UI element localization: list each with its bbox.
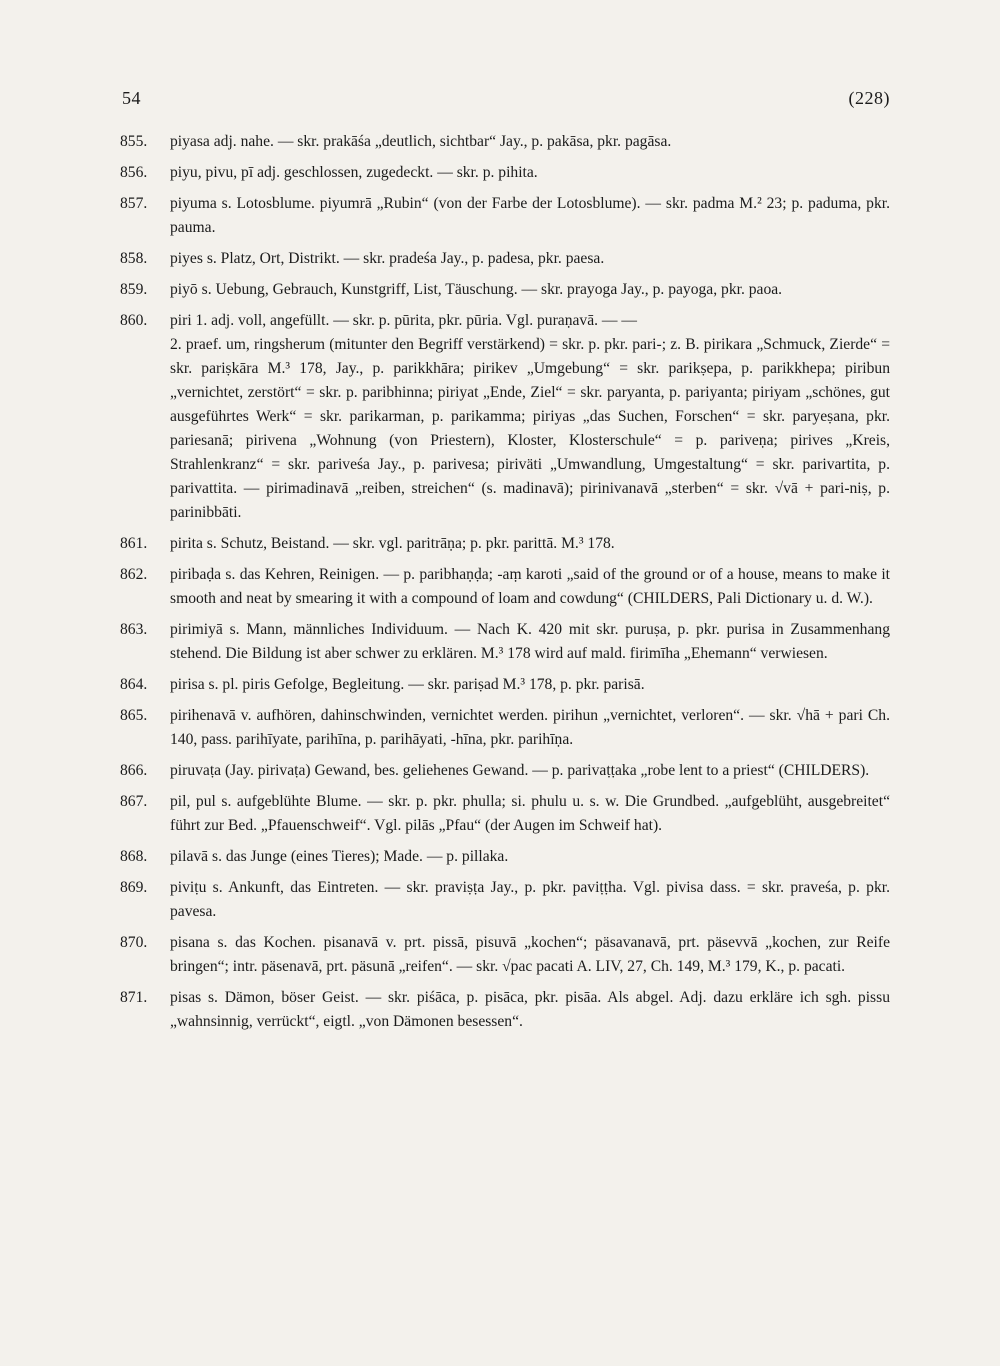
entry-paragraph: pirita s. Schutz, Beistand. — skr. vgl. paritrāṇa; p. pkr. parittā. M.³ 178. [170, 535, 615, 552]
dictionary-entry [120, 247, 890, 271]
entry-number: 860. [120, 312, 148, 329]
dictionary-entry [120, 876, 890, 924]
page-header [122, 88, 890, 109]
entry-number: 866. [120, 762, 148, 779]
entry-paragraph: pirihenavā v. aufhören, dahinschwinden, vernichtet werden. pirihun „vernichtet, verloren“. — skr. √hā + pari Ch. 140, pass. parihīyate, parihīna, p. parihāyati, -hīna, pkr. parihīṇa. [170, 707, 890, 748]
entry-paragraph: piyuma s. Lotosblume. piyumrā „Rubin“ (von der Farbe der Lotosblume). — skr. padma M.² 23; p. paduma, pkr. pauma. [170, 195, 890, 236]
entry-number: 862. [120, 566, 148, 583]
dictionary-entry [120, 278, 890, 302]
entry-paragraph: piyasa adj. nahe. — skr. prakāśa „deutlich, sichtbar“ Jay., p. pakāsa, pkr. pagāsa. [170, 133, 672, 150]
entry-number: 871. [120, 989, 148, 1006]
dictionary-entry [120, 563, 890, 611]
dictionary-entries [120, 130, 890, 1041]
entry-text [170, 532, 890, 556]
entry-paragraph: pilavā s. das Junge (eines Tieres); Made. — p. pillaka. [170, 848, 509, 865]
entry-text [170, 986, 890, 1034]
dictionary-entry [120, 309, 890, 525]
entry-number: 863. [120, 621, 148, 638]
entry-text [170, 618, 890, 666]
dictionary-entry [120, 532, 890, 556]
entry-number: 859. [120, 281, 148, 298]
dictionary-entry [120, 986, 890, 1034]
entry-text [170, 673, 890, 697]
entry-number: 865. [120, 707, 148, 724]
entry-text [170, 309, 890, 525]
entry-text [170, 876, 890, 924]
entry-number: 855. [120, 133, 148, 150]
entry-number: 868. [120, 848, 148, 865]
entry-text [170, 931, 890, 979]
entry-text [170, 759, 890, 783]
entry-number: 857. [120, 195, 148, 212]
entry-number: 861. [120, 535, 148, 552]
section-number: (228) [848, 88, 890, 108]
dictionary-entry [120, 704, 890, 752]
entry-text [170, 563, 890, 611]
dictionary-entry [120, 192, 890, 240]
entry-paragraph: pirisa s. pl. piris Gefolge, Begleitung. — skr. pariṣad M.³ 178, p. pkr. parisā. [170, 676, 645, 693]
entry-number: 870. [120, 934, 148, 951]
dictionary-entry [120, 161, 890, 185]
entry-paragraph: piyes s. Platz, Ort, Distrikt. — skr. pradeśa Jay., p. padesa, pkr. paesa. [170, 250, 605, 267]
entry-paragraph: piri 1. adj. voll, angefüllt. — skr. p. pūrita, pkr. pūria. Vgl. puraṇavā. — — [170, 312, 638, 329]
entry-text [170, 278, 890, 302]
entry-number: 864. [120, 676, 148, 693]
entry-text [170, 192, 890, 240]
entry-paragraph: pisana s. das Kochen. pisanavā v. prt. pissā, pisuvā „kochen“; päsavanavā, prt. päsevvā „kochen, zur Reife bringen“; intr. päsenavā, prt. päsunā „reifen“. — skr. √pac pacati A. LIV, 27, Ch. 149, M.³ 179, K., p. pacati. [170, 934, 890, 975]
entry-text [170, 790, 890, 838]
dictionary-entry [120, 673, 890, 697]
entry-text [170, 130, 890, 154]
entry-paragraph: piribaḍa s. das Kehren, Reinigen. — p. paribhaṇḍa; -aṃ karoti „said of the ground or of a house, means to make it smooth and neat by smearing it with a compound of loam and cowdung“ (CHILDERS, Pali Dictionary u. d. W.). [170, 566, 890, 607]
entry-paragraph: piyō s. Uebung, Gebrauch, Kunstgriff, List, Täuschung. — skr. prayoga Jay., p. payoga, pkr. paoa. [170, 281, 783, 298]
entry-paragraph: piruvaṭa (Jay. pirivaṭa) Gewand, bes. geliehenes Gewand. — p. parivaṭṭaka „robe lent to a priest“ (CHILDERS). [170, 762, 870, 779]
entry-number: 867. [120, 793, 148, 810]
dictionary-entry [120, 845, 890, 869]
entry-number: 856. [120, 164, 148, 181]
entry-paragraph: piyu, pivu, pī adj. geschlossen, zugedeckt. — skr. p. pihita. [170, 164, 538, 181]
page-number: 54 [122, 88, 141, 108]
dictionary-entry [120, 618, 890, 666]
entry-paragraph: pirimiyā s. Mann, männliches Individuum. — Nach K. 420 mit skr. puruṣa, p. pkr. purisa in Zusammenhang stehend. Die Bildung ist aber schwer zu erklären. M.³ 178 wird auf mald. firimīha „Ehemann“ verwiesen. [170, 621, 890, 662]
dictionary-entry [120, 130, 890, 154]
entry-paragraph: 2. praef. um, ringsherum (mitunter den Begriff verstärkend) = skr. p. pkr. pari-; z. B. pirikara „Schmuck, Zierde“ = skr. pariṣkāra M.³ 178, Jay., p. parikkhāra; pirikev „Umgebung“ = skr. parikṣepa, p. parikkhepa; piribun „vernichtet, zerstört“ = skr. p. paribhinna; piriyat „Ende, Ziel“ = skr. paryanta, p. pariyanta; piriyam „schönes, gut ausgeführtes Werk“ = skr. parikarman, p. parikamma; piriyas „das Suchen, Forschen“ = skr. paryeṣana, pkr. pariesanā; pirivena „Wohnung (von Priestern), Kloster, Klosterschule“ = p. pariveṇa; pirives „Kreis, Strahlenkranz“ = skr. pariveśa Jay., p. parivesa; piriväti „Umwandlung, Umgestaltung“ = skr. parivartita, p. parivattita. — pirimadinavā „reiben, streichen“ (s. madinavā); pirinivanavā „sterben“ = skr. √vā + pari-niṣ, p. parinibbāti. [170, 336, 890, 521]
entry-number: 869. [120, 879, 148, 896]
dictionary-entry [120, 931, 890, 979]
entry-paragraph: pil, pul s. aufgeblühte Blume. — skr. p. pkr. phulla; si. phulu u. s. w. Die Grundbed. „aufgeblüht, ausgebreitet“ führt zur Bed. „Pfauenschweif“. Vgl. pilās „Pfau“ (der Augen im Schweif hat). [170, 793, 890, 834]
dictionary-entry [120, 790, 890, 838]
entry-number: 858. [120, 250, 148, 267]
dictionary-entry [120, 759, 890, 783]
entry-text [170, 704, 890, 752]
entry-paragraph: piviṭu s. Ankunft, das Eintreten. — skr. praviṣṭa Jay., p. pkr. paviṭṭha. Vgl. pivisa dass. = skr. praveśa, p. pkr. pavesa. [170, 879, 890, 920]
entry-text [170, 845, 890, 869]
entry-text [170, 247, 890, 271]
entry-text [170, 161, 890, 185]
entry-paragraph: pisas s. Dämon, böser Geist. — skr. piśāca, p. pisāca, pkr. pisāa. Als abgel. Adj. dazu erkläre ich sgh. pissu „wahnsinnig, verrückt“, eigtl. „von Dämonen besessen“. [170, 989, 890, 1030]
